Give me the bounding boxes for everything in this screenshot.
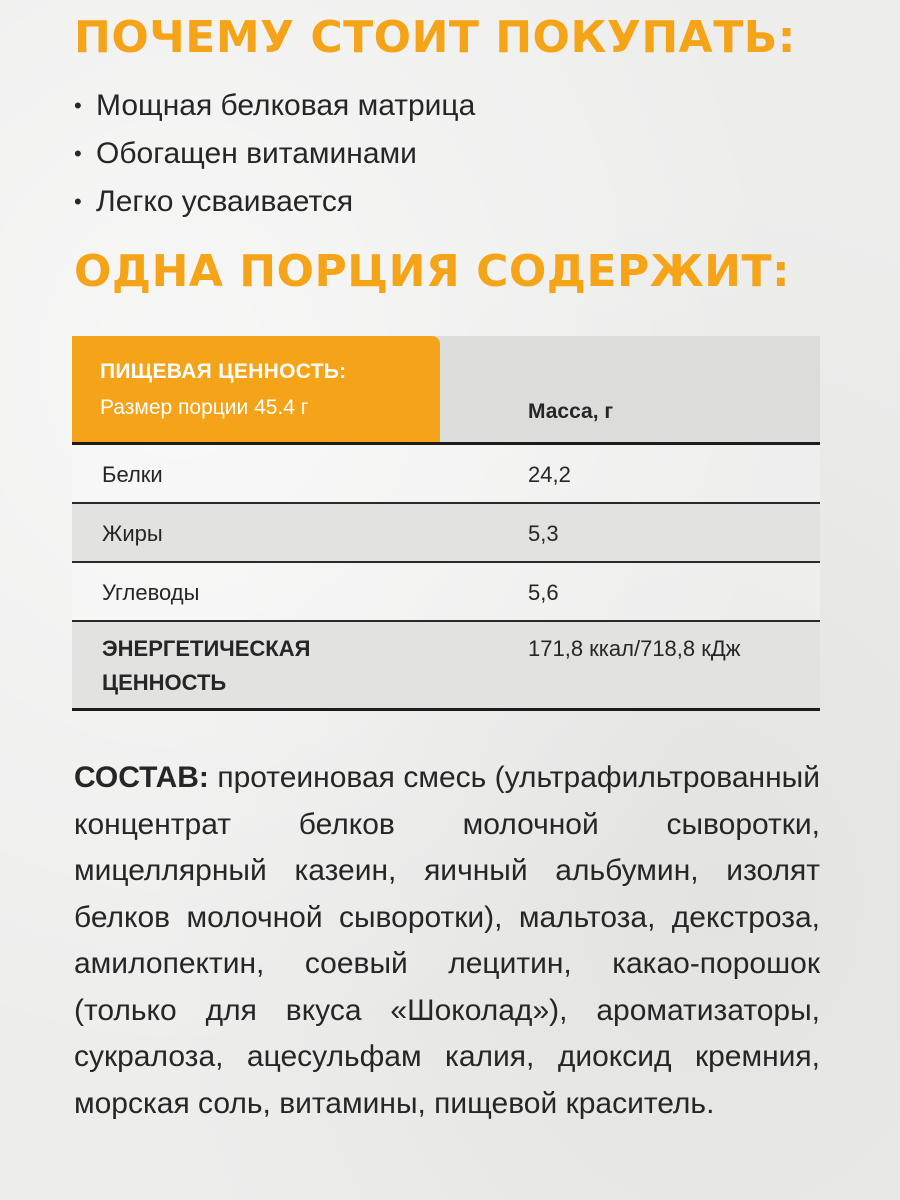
list-item bbox=[74, 130, 475, 178]
bullet-icon: • bbox=[74, 189, 82, 214]
energy-value: 171,8 ккал/718,8 кДж bbox=[528, 636, 741, 661]
bullet-icon: • bbox=[74, 93, 82, 118]
nutrient-name: Белки bbox=[102, 462, 163, 487]
energy-label: ЭНЕРГЕТИЧЕСКАЯ ЦЕННОСТЬ bbox=[102, 636, 311, 695]
bullet-icon: • bbox=[74, 141, 82, 166]
composition-body: протеиновая смесь (ультрафильтрованный концентрат белков молочной сыворотки, мицеллярный казеин, яичный альбумин, изолят белков молочной сыворотки), мальтоза, декстроза, амилопектин, соевый лецитин, какао-порошок (только для вкуса «Шоколад»), ароматизаторы, сукралоза, ацесульфам калия, диоксид кремния, морская соль, витамины, пищевой краситель. bbox=[74, 761, 820, 1120]
benefit-text: Легко усваивается bbox=[96, 185, 354, 218]
nutrient-value: 24,2 bbox=[528, 462, 571, 487]
nutrition-title: ПИЩЕВАЯ ЦЕННОСТЬ: bbox=[100, 360, 347, 383]
benefits-list bbox=[74, 82, 475, 226]
nutrient-value: 5,3 bbox=[528, 521, 559, 546]
nutrient-name: Углеводы bbox=[102, 580, 200, 605]
table-row bbox=[72, 563, 820, 622]
serving-size: Размер порции 45.4 г bbox=[100, 396, 309, 419]
nutrient-name: Жиры bbox=[102, 521, 163, 546]
composition-label: СОСТАВ: bbox=[74, 761, 209, 794]
why-buy-heading: ПОЧЕМУ СТОИТ ПОКУПАТЬ: bbox=[74, 12, 796, 63]
nutrition-table bbox=[72, 336, 820, 711]
nutrient-value: 5,6 bbox=[528, 580, 559, 605]
table-row bbox=[72, 622, 820, 711]
table-row bbox=[72, 445, 820, 504]
list-item bbox=[74, 178, 475, 226]
benefit-text: Обогащен витаминами bbox=[96, 137, 417, 170]
list-item bbox=[74, 82, 475, 130]
mass-column-header: Масса, г bbox=[528, 400, 614, 423]
table-header-highlight bbox=[72, 336, 440, 442]
table-header bbox=[72, 336, 820, 445]
portion-heading: ОДНА ПОРЦИЯ СОДЕРЖИТ: bbox=[74, 246, 791, 297]
composition-text bbox=[74, 755, 820, 1127]
benefit-text: Мощная белковая матрица bbox=[96, 89, 476, 122]
table-row bbox=[72, 504, 820, 563]
